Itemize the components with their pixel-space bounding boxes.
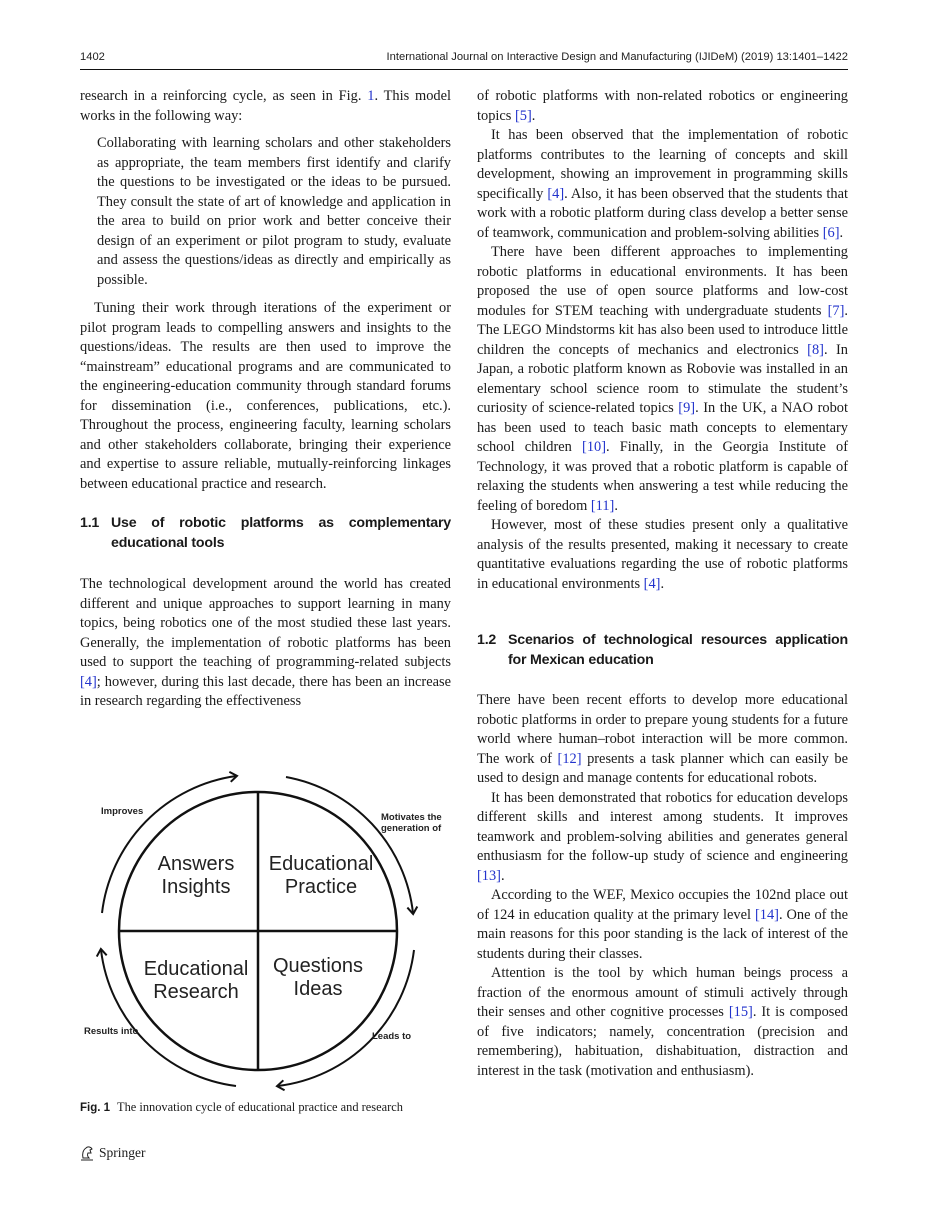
paragraph-however: However, most of these studies present only a qualitative analysis of the results presented, making it necessary to create quantitative evaluations regarding the use of robotic platforms in educational environments [4].	[477, 517, 848, 592]
citation-link[interactable]: [8]	[807, 341, 824, 358]
figure-link[interactable]: 1	[367, 88, 375, 104]
springer-horse-icon	[80, 1145, 94, 1161]
paragraph-tech: The technological development around the world has created different and unique approaches to support learning in many topics, being robotics one of the most studied these last years. Generally, the implementation of robotic platforms has been used to support the teaching of programming-related subjects [4]; however, during this last decade, there has been an increase in research regarding the effectiveness	[80, 576, 451, 709]
citation-link[interactable]: [13]	[477, 867, 501, 884]
paragraph-observed: It has been observed that the implementation of robotic platforms contributes to the learning of concepts and skill development, showing an improvement in programming skills specifically [4]. Also, it has been observed that the students that work with a robotic platform during class develop a better sense of teamwork, communication and problem-solving abilities [6].	[477, 127, 848, 241]
paragraph-continued: of robotic platforms with non-related robotics or engineering topics [5].	[477, 88, 848, 124]
label-motivates: Motivates the	[381, 812, 442, 823]
quadrant-research: Educational	[143, 958, 249, 980]
citation-link[interactable]: [4]	[547, 185, 565, 202]
page-number: 1402	[80, 51, 105, 63]
running-header	[80, 49, 848, 71]
citation-link[interactable]: [15]	[728, 1004, 753, 1020]
svg-text:Practice: Practice	[284, 876, 358, 898]
svg-text:Research: Research	[153, 981, 239, 1003]
quadrant-answers: Answers	[157, 853, 235, 875]
citation-link[interactable]: [6]	[822, 224, 840, 241]
citation-link[interactable]: [14]	[754, 906, 779, 923]
paragraph-attention: Attention is the tool by which human beings process a fraction of the enormous amount of stimuli actively through their senses and other cognitive processes [15]. It is composed of five indicators; namely, concentration (precision and remembering), habituation, dishabituation, distraction and interest in the task (motivation and enthusiasm).	[477, 965, 848, 1079]
citation-link[interactable]: [7]	[827, 302, 845, 319]
right-column	[477, 87, 848, 1081]
citation-link[interactable]: [12]	[557, 750, 582, 767]
citation-link[interactable]: [4]	[80, 673, 97, 690]
section-heading-1-2: 1.2 Scenarios of technological resources application for Mexican education	[477, 632, 848, 668]
citation-link[interactable]: [5]	[514, 107, 532, 124]
label-improves: Improves	[101, 806, 144, 817]
citation-link[interactable]: [11]	[590, 497, 615, 514]
paragraph-efforts: There have been recent efforts to develop more educational robotic platforms in order to prepare young students for a future world where human–robot interaction will be more common. The work of [12] presents a task planner which can easily be used to design and manage contents for educational robots.	[477, 692, 848, 786]
paragraph-intro: research in a reinforcing cycle, as seen in Fig. 1. This model works in the following way:	[80, 88, 451, 124]
figure-caption: Fig. 1 The innovation cycle of educational practice and research	[80, 1100, 403, 1114]
paragraph-demonstrated: It has been demonstrated that robotics for education develops different skills and interest among students. It improves teamwork and problem-solving abilities and generates general enthusiasm for the follow-up study of science and engineering [13].	[477, 789, 848, 884]
publisher-name: Springer	[99, 1145, 146, 1160]
block-quote: Collaborating with learning scholars and other stakeholders as appropriate, the team members first identify and clarify the questions to be investigated or the ideas to be pursued. They consult the state of art of knowledge and application in the area to build on prior work and better conceive their design of an experiment or pilot program to study, evaluate and assess the questions/ideas as directly and empirically as possible.	[97, 135, 451, 288]
cycle-diagram	[78, 768, 458, 1098]
paragraph-wef: According to the WEF, Mexico occupies the 102nd place out of 124 in education quality at the primary level [14]. One of the main reasons for this poor standing is the lack of interest of the students during their classes.	[477, 887, 849, 962]
journal-citation: International Journal on Interactive Design and Manufacturing (IJIDeM) (2019) 13:1401–1422	[386, 51, 848, 63]
figure-innovation-cycle	[78, 768, 458, 1098]
svg-text:Insights: Insights	[161, 876, 231, 898]
citation-link[interactable]: [9]	[678, 400, 696, 416]
label-results-into: Results into	[84, 1026, 139, 1037]
svg-text:generation of: generation of	[381, 823, 442, 834]
svg-text:Ideas: Ideas	[293, 978, 343, 1000]
quadrant-practice: Educational	[268, 853, 374, 875]
citation-link[interactable]: [4]	[643, 575, 661, 592]
section-heading-1-1: 1.1 Use of robotic platforms as complementary educational tools	[80, 515, 451, 551]
paragraph-tuning: Tuning their work through iterations of the experiment or pilot program leads to compelling answers and insights to the questions/ideas. The results are then used to improve the “mainstream” educational programs and are communicated to the engineering-education community through standard forums for dissemination (i.e., conferences, publications, etc.). Throughout the process, engineering faculty, learning scholars and other stakeholders collaborate, bringing their experience and expertise to assure reliable, mutually-reinforcing linkages between educational practice and research.	[80, 300, 451, 492]
citation-link[interactable]: [10]	[582, 439, 607, 455]
paragraph-approaches: There have been different approaches to implementing robotic platforms in educational environments. It has been proposed the use of open source platforms and low-cost modules for STEM teaching with undergraduate students [7]. The LEGO Mindstorms kit has also been used to introduce little children the concepts of mechanics and electronics [8]. In Japan, a robotic platform known as Robovie was installed in an elementary school science room to stimulate the student’s curiosity of science-related topics [9]. In the UK, a NAO robot has been used to teach basic math concepts to elementary school children [10]. Finally, in the Georgia Institute of Technology, it was proved that a robotic platform is capable of relaxing the students when answering a test while reducing the feeling of boredom [11].	[477, 244, 848, 514]
label-leads-to: Leads to	[372, 1031, 412, 1042]
publisher-footer	[80, 1145, 146, 1161]
left-column	[80, 87, 451, 712]
header-rule	[80, 69, 848, 70]
quadrant-questions: Questions	[272, 955, 364, 977]
